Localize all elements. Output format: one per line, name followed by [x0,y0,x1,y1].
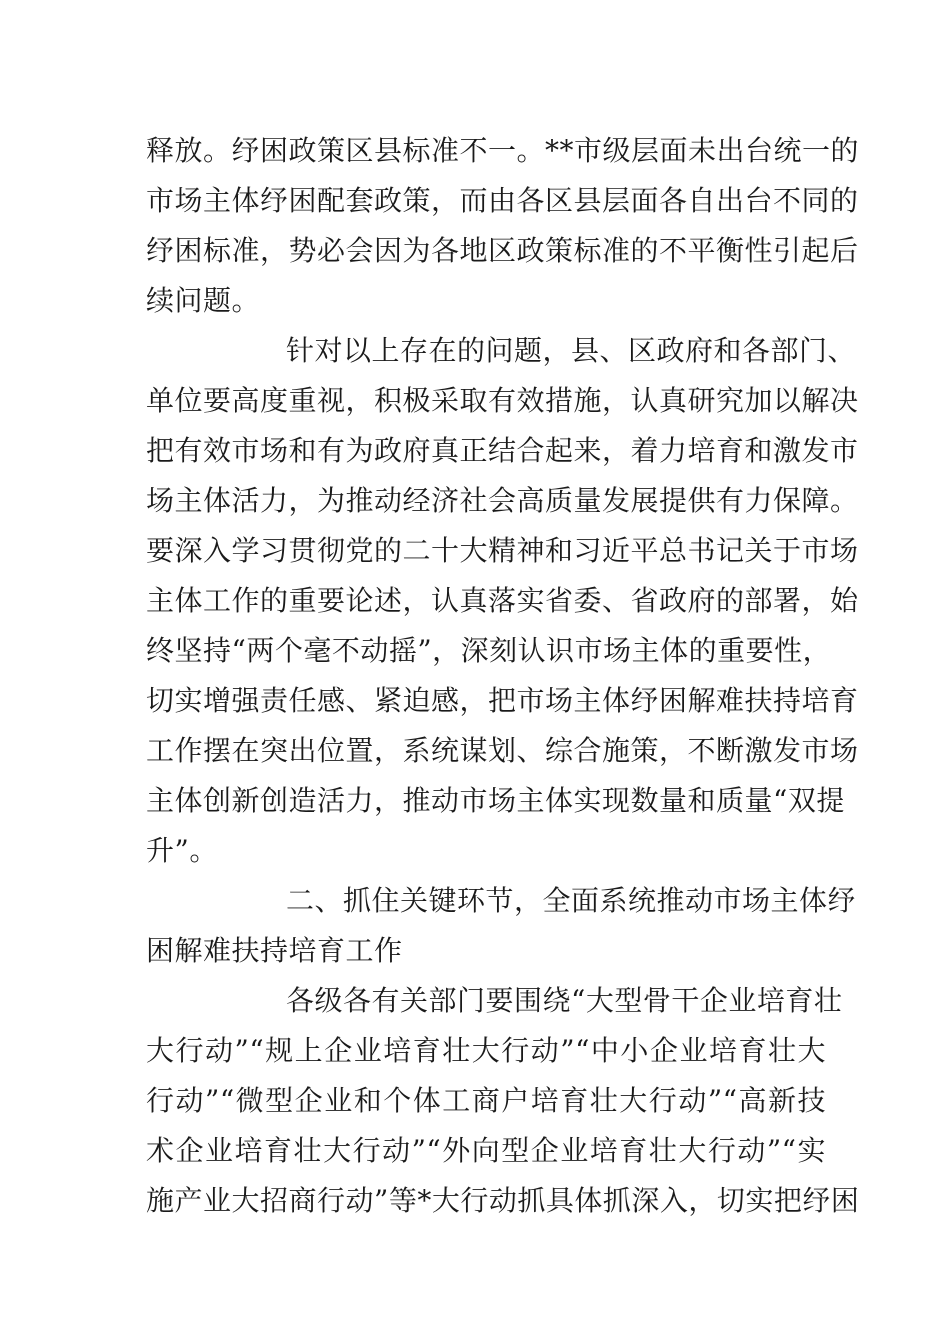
text-line: 单位要高度重视，积极采取有效措施，认真研究加以解决 [146,384,859,417]
text-line: 工作摆在突出位置，系统谋划、综合施策，不断激发市场 [146,734,859,767]
text-line: 术企业培育壮大行动”“外向型企业培育壮大行动”“实 [146,1134,826,1167]
text-line: 释放。纾困政策区县标准不一。**市级层面未出台统一的 [146,134,860,167]
text-line: 主体创新创造活力，推动市场主体实现数量和质量“双提 [146,784,845,817]
text-line: 施产业大招商行动”等*大行动抓具体抓深入，切实把纾困 [146,1184,860,1217]
text-line: 把有效市场和有为政府真正结合起来，着力培育和激发市 [146,434,859,467]
text-line: 纾困标准，势必会因为各地区政策标准的不平衡性引起后 [146,234,859,267]
text-line: 终坚持“两个毫不动摇”，深刻认识市场主体的重要性， [146,634,832,667]
text-line: 市场主体纾困配套政策，而由各区县层面各自出台不同的 [146,184,859,217]
text-line: 续问题。 [146,284,261,317]
text-line: 行动”“微型企业和个体工商户培育壮大行动”“高新技 [146,1084,826,1117]
text-line: 升”。 [146,834,218,867]
text-line: 场主体活力，为推动经济社会高质量发展提供有力保障。 [146,484,859,517]
section-heading-line: 困解难扶持培育工作 [146,934,403,967]
paragraph-start-line: 各级各有关部门要围绕“大型骨干企业培育壮 [286,984,843,1017]
text-line: 要深入学习贯彻党的二十大精神和习近平总书记关于市场 [146,534,859,567]
text-line: 大行动”“规上企业培育壮大行动”“中小企业培育壮大 [146,1034,826,1067]
paragraph-start-line: 针对以上存在的问题，县、区政府和各部门、 [286,334,857,367]
section-heading-line: 二、抓住关键环节，全面系统推动市场主体纾 [286,884,857,917]
text-line: 切实增强责任感、紧迫感，把市场主体纾困解难扶持培育 [146,684,859,717]
text-line: 主体工作的重要论述，认真落实省委、省政府的部署，始 [146,584,859,617]
